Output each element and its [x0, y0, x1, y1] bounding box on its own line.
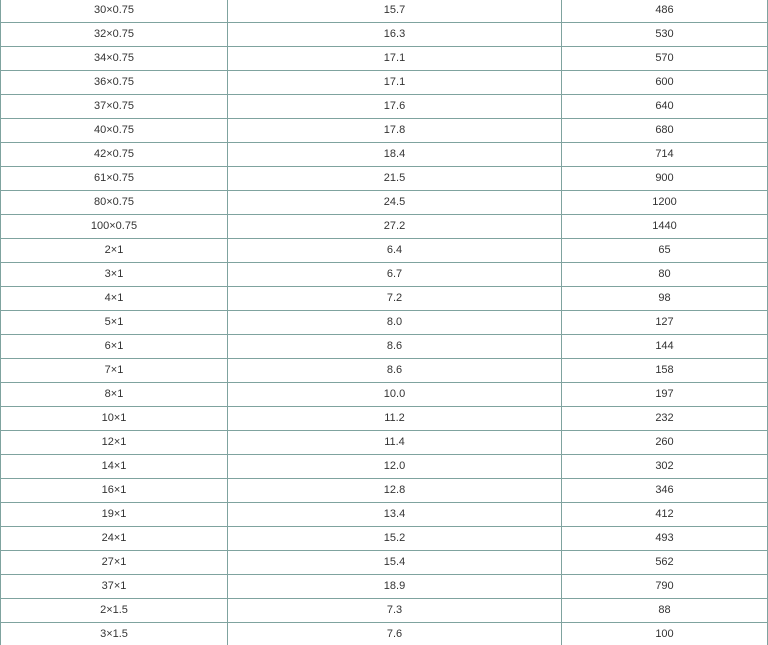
table-row [1, 23, 768, 47]
table-row [1, 143, 768, 167]
table-row [1, 215, 768, 239]
spec-cell: 2×1.5 [1, 599, 228, 623]
table-row [1, 431, 768, 455]
spec-cell: 37×0.75 [1, 95, 228, 119]
diameter-cell: 11.2 [228, 407, 562, 431]
table-row [1, 191, 768, 215]
diameter-cell: 17.1 [228, 47, 562, 71]
table-row [1, 119, 768, 143]
weight-cell: 98 [562, 287, 768, 311]
table-row [1, 551, 768, 575]
spec-cell: 24×1 [1, 527, 228, 551]
spec-cell: 61×0.75 [1, 167, 228, 191]
weight-cell: 493 [562, 527, 768, 551]
diameter-cell: 15.7 [228, 0, 562, 23]
table-row [1, 263, 768, 287]
weight-cell: 144 [562, 335, 768, 359]
weight-cell: 790 [562, 575, 768, 599]
spec-cell: 30×0.75 [1, 0, 228, 23]
table-row [1, 599, 768, 623]
table-row [1, 575, 768, 599]
table-row [1, 455, 768, 479]
spec-cell: 14×1 [1, 455, 228, 479]
table-row [1, 383, 768, 407]
diameter-cell: 15.2 [228, 527, 562, 551]
diameter-cell: 27.2 [228, 215, 562, 239]
weight-cell: 158 [562, 359, 768, 383]
weight-cell: 562 [562, 551, 768, 575]
weight-cell: 1440 [562, 215, 768, 239]
table-row [1, 311, 768, 335]
weight-cell: 680 [562, 119, 768, 143]
spec-cell: 3×1 [1, 263, 228, 287]
spec-cell: 10×1 [1, 407, 228, 431]
weight-cell: 486 [562, 0, 768, 23]
table-row [1, 95, 768, 119]
diameter-cell: 7.3 [228, 599, 562, 623]
weight-cell: 260 [562, 431, 768, 455]
diameter-cell: 17.6 [228, 95, 562, 119]
diameter-cell: 17.1 [228, 71, 562, 95]
weight-cell: 900 [562, 167, 768, 191]
table-row [1, 623, 768, 645]
table-body [1, 0, 768, 645]
diameter-cell: 7.6 [228, 623, 562, 645]
diameter-cell: 10.0 [228, 383, 562, 407]
diameter-cell: 13.4 [228, 503, 562, 527]
weight-cell: 197 [562, 383, 768, 407]
diameter-cell: 11.4 [228, 431, 562, 455]
table-row [1, 71, 768, 95]
spec-cell: 36×0.75 [1, 71, 228, 95]
diameter-cell: 16.3 [228, 23, 562, 47]
diameter-cell: 12.0 [228, 455, 562, 479]
diameter-cell: 17.8 [228, 119, 562, 143]
spec-cell: 19×1 [1, 503, 228, 527]
diameter-cell: 8.6 [228, 335, 562, 359]
weight-cell: 127 [562, 311, 768, 335]
weight-cell: 88 [562, 599, 768, 623]
spec-cell: 27×1 [1, 551, 228, 575]
table-row [1, 167, 768, 191]
spec-cell: 34×0.75 [1, 47, 228, 71]
spec-cell: 7×1 [1, 359, 228, 383]
diameter-cell: 7.2 [228, 287, 562, 311]
table-row [1, 407, 768, 431]
table-row [1, 47, 768, 71]
table-row [1, 335, 768, 359]
diameter-cell: 8.6 [228, 359, 562, 383]
weight-cell: 530 [562, 23, 768, 47]
spec-cell: 37×1 [1, 575, 228, 599]
spec-cell: 16×1 [1, 479, 228, 503]
spec-cell: 100×0.75 [1, 215, 228, 239]
diameter-cell: 15.4 [228, 551, 562, 575]
spec-cell: 12×1 [1, 431, 228, 455]
weight-cell: 100 [562, 623, 768, 645]
weight-cell: 640 [562, 95, 768, 119]
weight-cell: 346 [562, 479, 768, 503]
spec-cell: 6×1 [1, 335, 228, 359]
spec-cell: 4×1 [1, 287, 228, 311]
table-row [1, 479, 768, 503]
weight-cell: 232 [562, 407, 768, 431]
diameter-cell: 8.0 [228, 311, 562, 335]
diameter-cell: 18.9 [228, 575, 562, 599]
diameter-cell: 24.5 [228, 191, 562, 215]
diameter-cell: 18.4 [228, 143, 562, 167]
table-row [1, 0, 768, 23]
spec-cell: 80×0.75 [1, 191, 228, 215]
table-row [1, 527, 768, 551]
diameter-cell: 6.7 [228, 263, 562, 287]
spec-cell: 3×1.5 [1, 623, 228, 645]
weight-cell: 570 [562, 47, 768, 71]
spec-cell: 8×1 [1, 383, 228, 407]
diameter-cell: 6.4 [228, 239, 562, 263]
weight-cell: 714 [562, 143, 768, 167]
table-row [1, 503, 768, 527]
weight-cell: 1200 [562, 191, 768, 215]
weight-cell: 65 [562, 239, 768, 263]
spec-cell: 42×0.75 [1, 143, 228, 167]
table-row [1, 239, 768, 263]
diameter-cell: 21.5 [228, 167, 562, 191]
table-row [1, 359, 768, 383]
diameter-cell: 12.8 [228, 479, 562, 503]
spec-cell: 5×1 [1, 311, 228, 335]
spec-cell: 2×1 [1, 239, 228, 263]
weight-cell: 412 [562, 503, 768, 527]
spec-cell: 40×0.75 [1, 119, 228, 143]
weight-cell: 302 [562, 455, 768, 479]
weight-cell: 600 [562, 71, 768, 95]
table-row [1, 287, 768, 311]
weight-cell: 80 [562, 263, 768, 287]
spec-cell: 32×0.75 [1, 23, 228, 47]
